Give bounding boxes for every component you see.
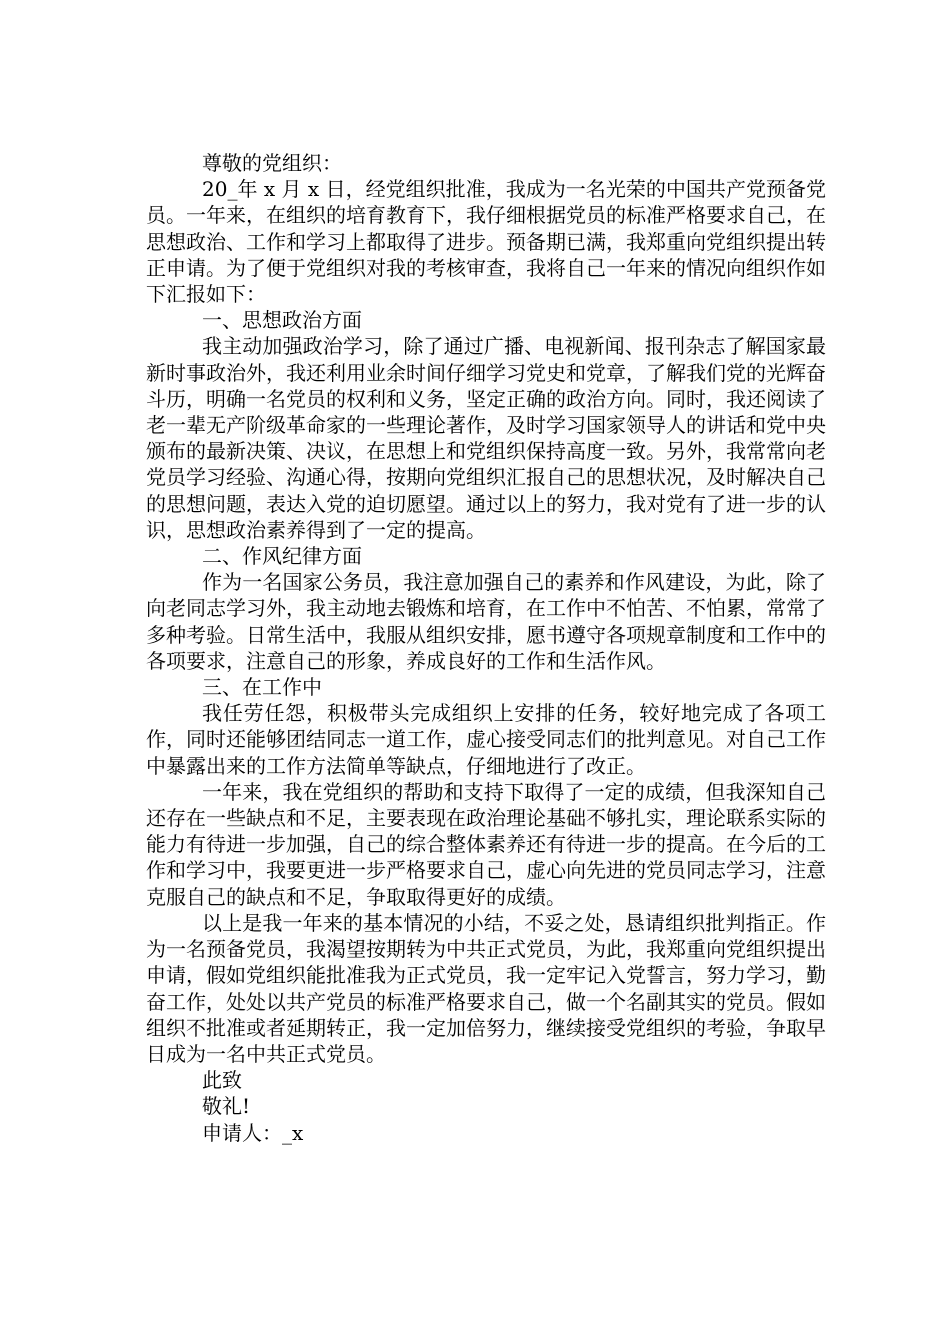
summary-paragraph: 一年来，我在党组织的帮助和支持下取得了一定的成绩，但我深知自己还存在一些缺点和不足，主要表现在政治理论基础不够扎实，理论联系实际的能力有待进一步加强，自己的综合整体素养还有待进一步的提高。在今后的工作和学习中，我要更进一步严格要求自己，虚心向先进的党员同志学习，注意克服自己的缺点和不足，争取取得更好的成绩。	[146, 779, 826, 909]
section-3-paragraph: 我任劳任怨，积极带头完成组织上安排的任务，较好地完成了各项工作，同时还能够团结同志一道工作，虚心接受同志们的批判意见。对自己工作中暴露出来的工作方法简单等缺点，仔细地进行了改正。	[146, 701, 826, 778]
section-3-heading: 三、在工作中	[202, 675, 322, 700]
document-body	[146, 150, 826, 1146]
closing-line-2: 敬礼!	[202, 1094, 251, 1119]
request-paragraph: 以上是我一年来的基本情况的小结，不妥之处，恳请组织批判指正。作为一名预备党员，我渴望按期转为中共正式党员，为此，我郑重向党组织提出申请，假如党组织能批准我为正式党员，我一定牢记入党誓言，努力学习，勤奋工作，处处以共产党员的标准严格要求自己，做一个名副其实的党员。假如组织不批准或者延期转正，我一定加倍努力，继续接受党组织的考验，争取早日成为一名中共正式党员。	[146, 910, 826, 1066]
intro-paragraph: 20_年 x 月 x 日，经党组织批准，我成为一名光荣的中国共产党预备党员。一年来，在组织的培育教育下，我仔细根据党员的标准严格要求自己，在思想政治、工作和学习上都取得了进步。预备期已满，我郑重向党组织提出转正申请。为了便于党组织对我的考核审查，我将自己一年来的情况向组织作如下汇报如下：	[146, 177, 826, 307]
section-1-paragraph: 我主动加强政治学习，除了通过广播、电视新闻、报刊杂志了解国家最新时事政治外，我还利用业余时间仔细学习党史和党章，了解我们党的光辉奋斗历，明确一名党员的权利和义务，坚定正确的政治方向。同时，我还阅读了老一辈无产阶级革命家的一些理论著作，及时学习国家领导人的讲话和党中央颁布的最新决策、决议，在思想上和党组织保持高度一致。另外，我常常向老党员学习经验、沟通心得，按期向党组织汇报自己的思想状况，及时解决自己的思想问题，表达入党的迫切愿望。通过以上的努力，我对党有了进一步的认识，思想政治素养得到了一定的提高。	[146, 334, 826, 542]
salutation: 尊敬的党组织：	[202, 151, 342, 175]
closing-line-1: 此致	[202, 1068, 242, 1093]
section-2-heading: 二、作风纪律方面	[202, 544, 362, 569]
signature-line: 申请人：_x	[202, 1120, 304, 1145]
section-1-heading: 一、思想政治方面	[202, 308, 362, 333]
section-2-paragraph: 作为一名国家公务员，我注意加强自己的素养和作风建设，为此，除了向老同志学习外，我主动地去锻炼和培育，在工作中不怕苦、不怕累，常常了多种考验。日常生活中，我服从组织安排，愿书遵守各项规章制度和工作中的各项要求，注意自己的形象，养成良好的工作和生活作风。	[146, 570, 826, 673]
